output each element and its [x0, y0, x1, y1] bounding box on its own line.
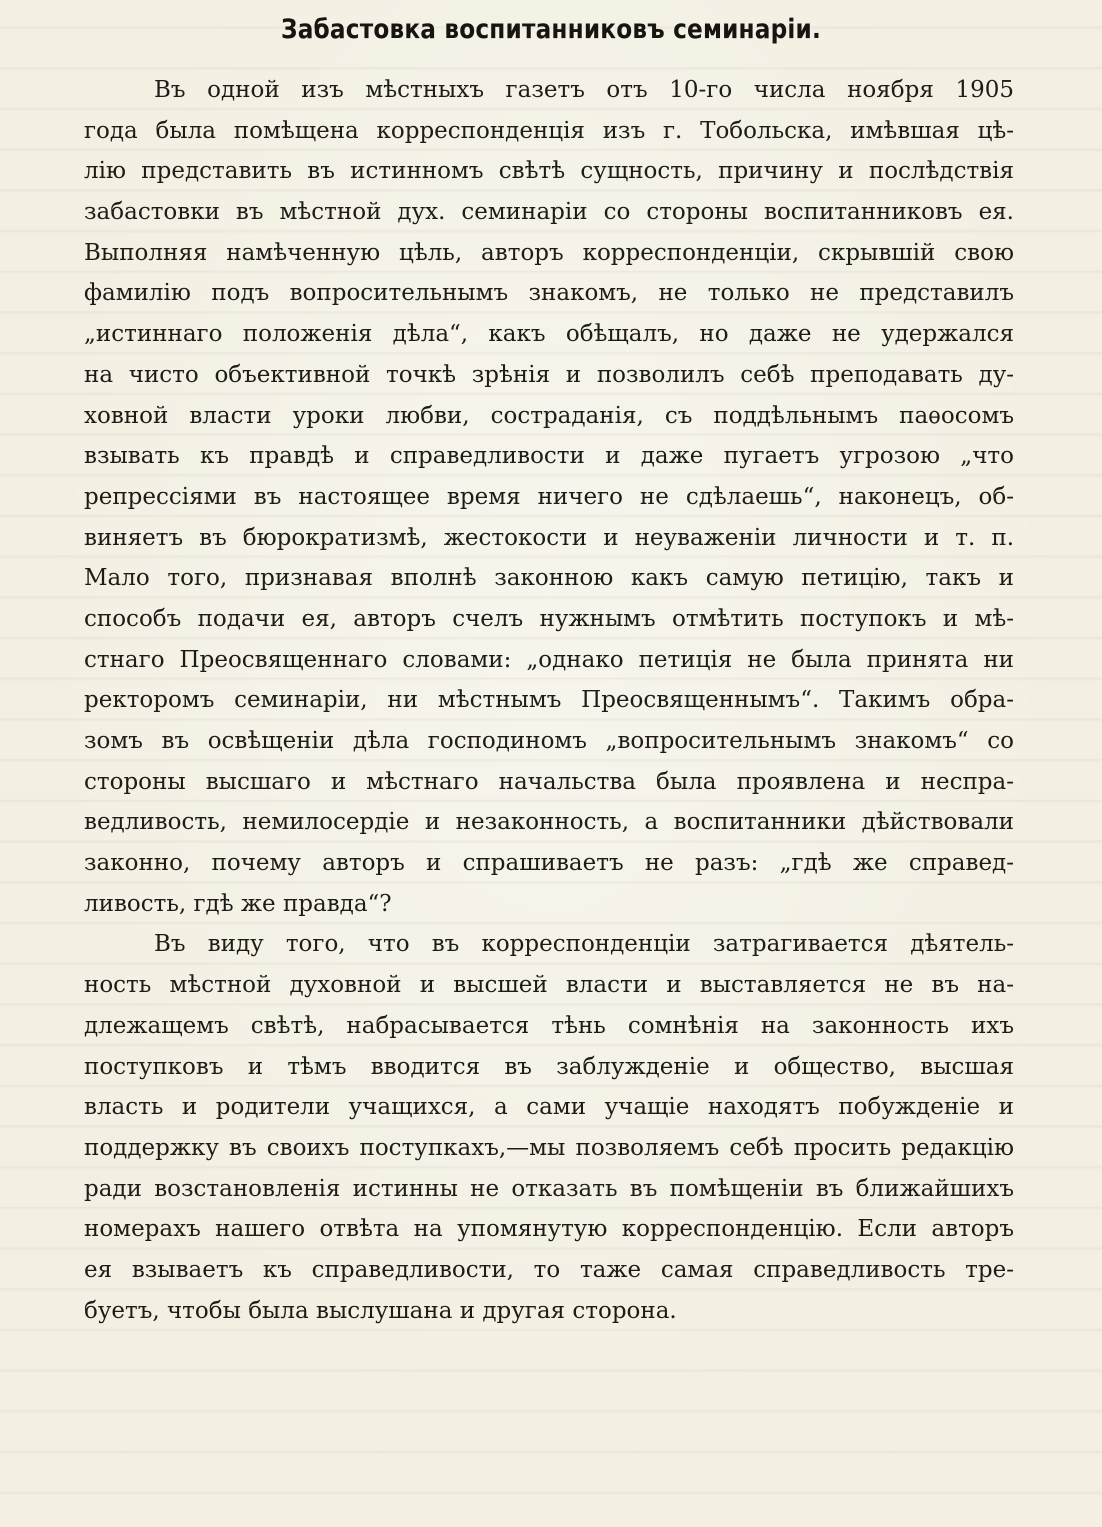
text-line: стороны высшаго и мѣстнаго начальства была проявлена и неспра-	[84, 768, 1014, 795]
text-line: года была помѣщена корреспонденція изъ г. Тобольска, имѣвшая цѣ-	[84, 117, 1014, 144]
text-line: ховной власти уроки любви, сострадані‍я, съ поддѣльнымъ паѳосомъ	[84, 402, 1014, 429]
text-line: ность мѣстной духовной и высшей власти и выставляется не въ на-	[84, 972, 1014, 999]
text-line: репрессіями въ настоящее время ничего не сдѣлаешь“, наконецъ, об-	[84, 483, 1014, 510]
text-line: Въ одной изъ мѣстныхъ газетъ отъ 10-го числа ноября 1905	[154, 77, 1014, 103]
text-line: „истиннаго положенія дѣла“, какъ обѣщалъ, но даже не удержался	[84, 321, 1014, 348]
text-line: забастовки въ мѣстной дух. семинаріи со стороны воспитанниковъ ея.	[84, 199, 1014, 226]
text-line: виняетъ въ бюрократизмѣ, жестокости и неуваженіи личности и т. п.	[84, 524, 1014, 551]
text-line: способъ подачи ея, авторъ счелъ нужнымъ отмѣтить поступокъ и мѣ-	[84, 605, 1014, 632]
text-line: стнаго Преосвященнаго словами: „однако петиція не была принята ни	[84, 646, 1014, 673]
article-body	[84, 70, 1014, 1331]
text-line: поддержку въ своихъ поступкахъ,—мы позволяемъ себѣ просить редакцію	[84, 1134, 1014, 1161]
text-line: ливость, гдѣ же правда“?	[84, 890, 392, 917]
text-line: номерахъ нашего отвѣта на упомянутую корреспонденцію. Если авторъ	[84, 1216, 1014, 1243]
text-line: ради возстановленія истинны не отказать въ помѣщеніи въ ближайшихъ	[84, 1175, 1014, 1202]
text-line: Мало того, признавая вполнѣ законною какъ самую петицію, такъ и	[84, 565, 1014, 592]
text-line: на чисто объективной точкѣ зрѣнія и позволилъ себѣ преподавать ду-	[84, 361, 1014, 388]
text-line: ректоромъ семинаріи, ни мѣстнымъ Преосвященнымъ“. Такимъ обра-	[84, 687, 1014, 714]
text-line: лію представить въ истинномъ свѣтѣ сущность, причину и послѣдствія	[84, 158, 1014, 185]
text-line: Выполняя намѣченную цѣль, авторъ корреспонденціи, скрывшій свою	[84, 239, 1014, 266]
text-line: длежащемъ свѣтѣ, набрасывается тѣнь сомнѣнія на законность ихъ	[84, 1012, 1014, 1039]
text-line: законно, почему авторъ и спрашиваетъ не разъ: „гдѣ же справед-	[84, 850, 1014, 877]
article-title: Забастовка воспитанниковъ семинаріи.	[281, 14, 821, 45]
text-line: ведливость, немилосердіе и незаконность, а воспитанники дѣйствовали	[84, 809, 1014, 836]
text-line: Въ виду того, что въ корреспонденціи затрагивается дѣятель-	[154, 931, 1014, 958]
text-line: взывать къ правдѣ и справедливости и даже пугаетъ угрозою „что	[84, 443, 1014, 470]
text-line: фамилію подъ вопросительнымъ знакомъ, не только не представилъ	[84, 280, 1014, 307]
text-line: зомъ въ освѣщеніи дѣла господиномъ „вопросительнымъ знакомъ“ со	[84, 728, 1014, 754]
text-line: ея взываетъ къ справедливости, то таже самая справедливость тре-	[84, 1256, 1014, 1283]
text-line: буетъ, чтобы была выслушана и другая сторона.	[84, 1297, 677, 1324]
text-line: поступковъ и тѣмъ вводится въ заблужденіе и общество, высшая	[84, 1053, 1014, 1080]
text-line: власть и родители учащихся, а сами учащіе находятъ побужденіе и	[84, 1094, 1014, 1121]
